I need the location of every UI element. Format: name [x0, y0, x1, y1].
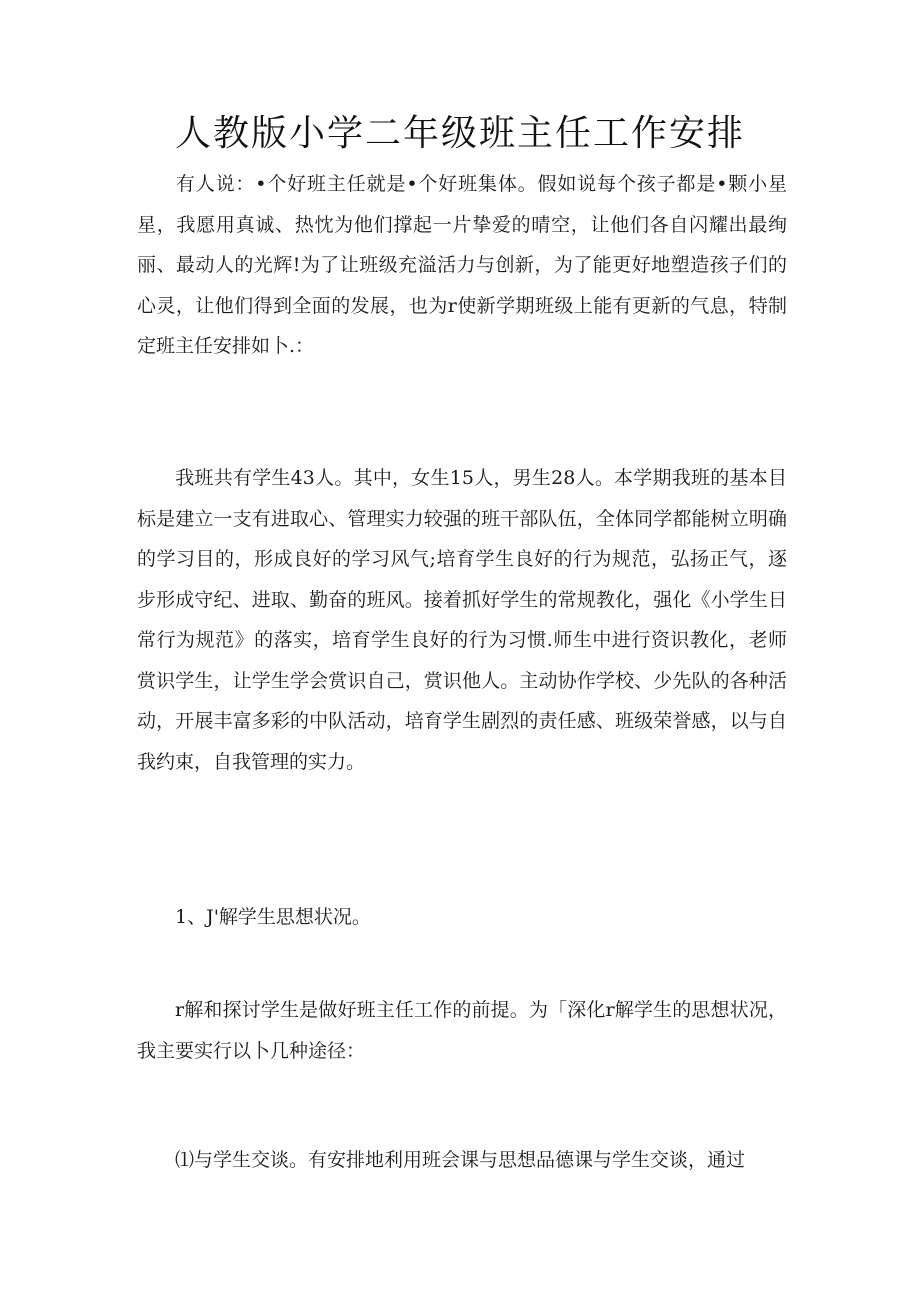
class-goals-paragraph-text: 我班共有学生43人。其中，女生15人，男生28人。本学期我班的基本目标是建立一支有进取心、管理实力较强的班干部队伍，全体同学都能树立明确的学习目的，形成良好的学习风气;培育学生良好的行为规范，弘扬正气，逐步形成守纪、进取、勤奋的班风。接着抓好学生的常规教化，强化《小学生日常行为规范》的落实，培育学生良好的行为习惯.师生中进行资识教化，老师赏识学生，让学生学会赏识自己，赏识他人。主动协作学校、少先队的各种活动，开展丰富多彩的中队活动，培育学生剧烈的责任感、班级荣誉感，以与自我约束，自我管理的实力。: [137, 467, 787, 773]
class-goals-paragraph: [137, 458, 787, 782]
document-title: 人教版小学二年级班主任工作安排: [174, 113, 745, 154]
section-heading-1: [137, 897, 787, 938]
talk-with-students-paragraph-text: ⑴与学生交谈。有安排地利用班会课与思想品德课与学生交谈，通过: [175, 1149, 746, 1171]
intro-paragraph-text: 有人说：•个好班主任就是•个好班集体。假如说每个孩子都是•颗小星星，我愿用真诚、热忱为他们撑起一片挚爱的晴空，让他们各自闪耀出最绚丽、最动人的光辉!为了让班级充溢活力与创新，为了能更好地塑造孩子们的心灵，让他们得到全面的发展，也为r使新学期班级上能有更新的气息，特制定班主任安排如卜.：: [137, 173, 787, 357]
section-heading-1-text: 1、J'解学生思想状况。: [175, 906, 371, 928]
talk-with-students-paragraph: [137, 1140, 787, 1181]
understanding-students-paragraph-text: r解和探讨学生是做好班主任工作的前提。为「深化r解学生的思想状况，我主要实行以卜几种途径：: [137, 999, 787, 1062]
intro-paragraph: [137, 164, 787, 367]
understanding-students-paragraph: [137, 990, 787, 1071]
